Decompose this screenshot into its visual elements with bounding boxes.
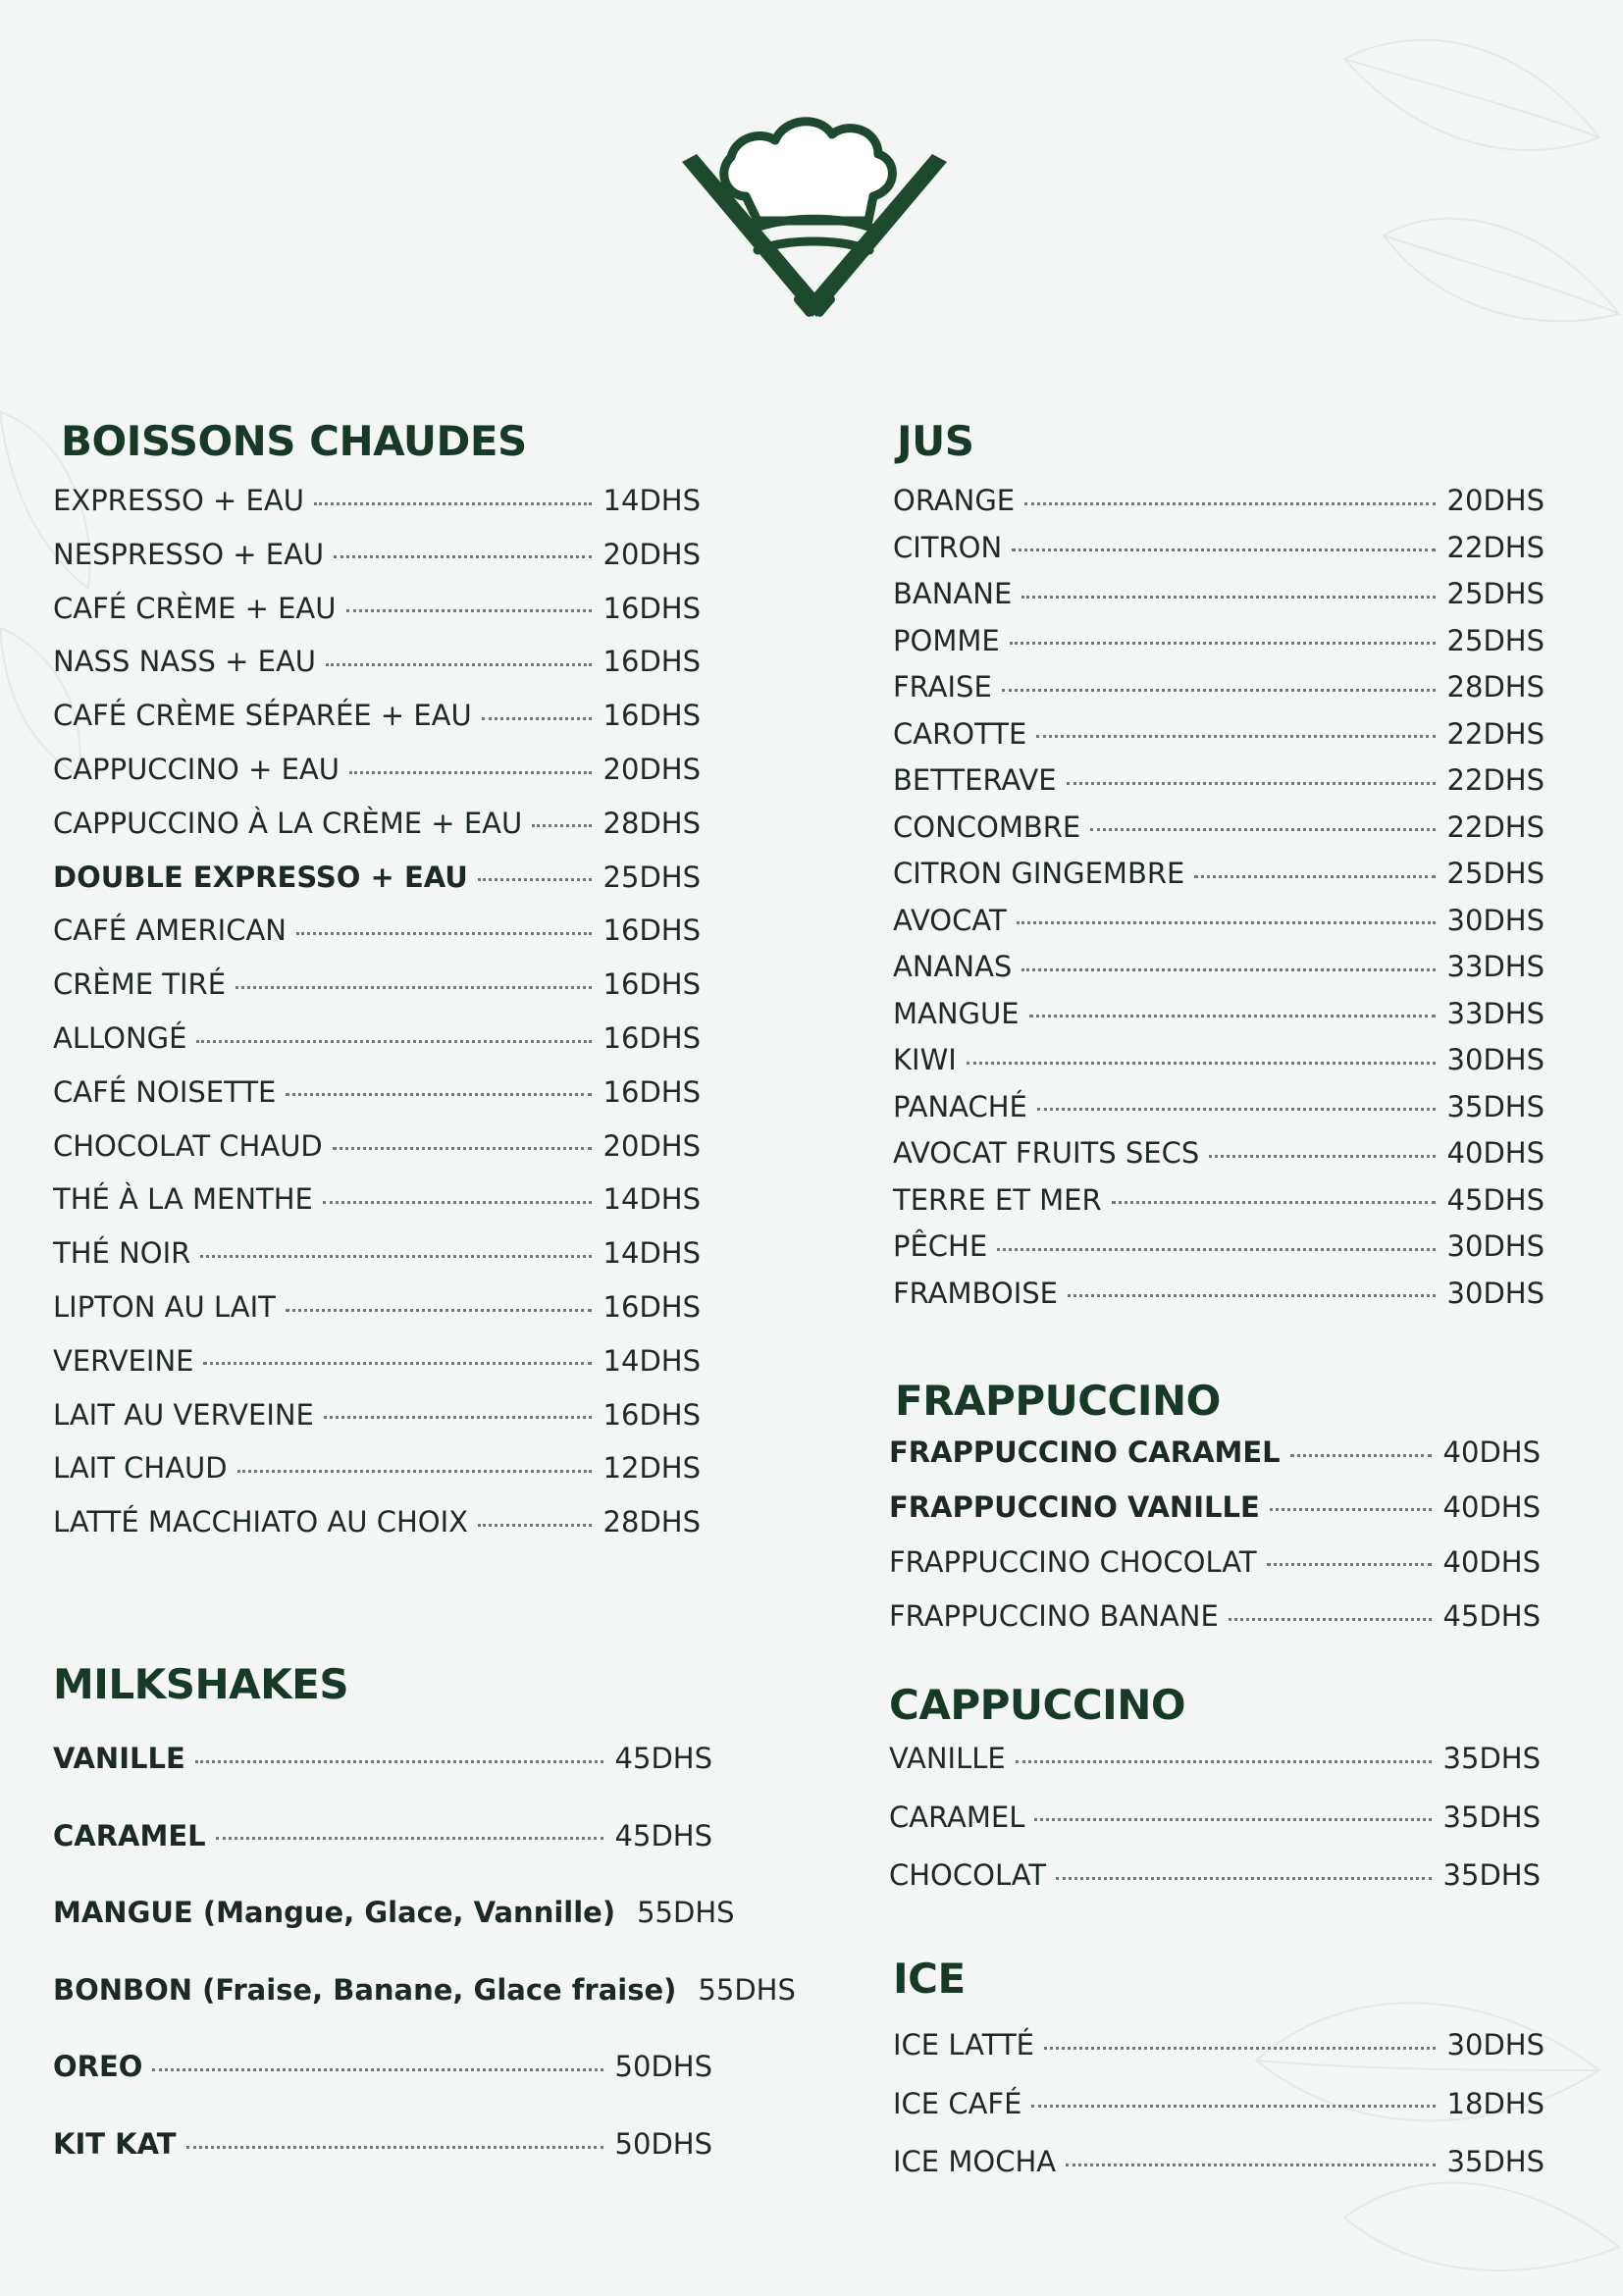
item-price: 14DHS <box>602 484 701 517</box>
dotted-leader <box>195 1760 603 1763</box>
dotted-leader <box>1021 968 1435 971</box>
item-price: 12DHS <box>602 1451 701 1486</box>
dotted-leader <box>1194 875 1435 878</box>
item-name: VANILLE <box>889 1742 1006 1775</box>
menu-item <box>53 696 701 735</box>
item-price: 55DHS <box>698 1972 796 2007</box>
dotted-leader <box>1290 1454 1432 1457</box>
item-price: 20DHS <box>602 1128 701 1163</box>
dotted-leader <box>200 1255 591 1258</box>
item-name: VANILLE <box>53 1742 185 1775</box>
item-name: CARAMEL <box>53 1818 206 1852</box>
section-title-cappuccino: CAPPUCCINO <box>889 1681 1186 1729</box>
dotted-leader <box>1270 1508 1432 1511</box>
item-price: 20DHS <box>602 753 701 786</box>
item-name: CARAMEL <box>889 1800 1025 1834</box>
menu-item <box>53 1395 701 1435</box>
item-price: 14DHS <box>602 1182 701 1217</box>
item-name: LATTÉ MACCHIATO AU CHOIX <box>53 1505 469 1539</box>
menu-item <box>893 808 1544 847</box>
dotted-leader <box>1031 2105 1435 2108</box>
item-price: 50DHS <box>614 2127 712 2161</box>
menu-item <box>53 535 701 574</box>
item-price: 16DHS <box>602 967 701 1002</box>
menu-item <box>53 2047 712 2086</box>
item-price: 16DHS <box>602 591 701 625</box>
item-price: 40DHS <box>1442 1435 1541 1469</box>
dotted-leader <box>186 2146 603 2149</box>
dotted-leader <box>478 878 592 881</box>
item-name: CITRON <box>893 530 1003 564</box>
item-price: 28DHS <box>1446 670 1544 704</box>
item-price: 30DHS <box>1446 1229 1544 1263</box>
menu-item <box>53 1739 712 1778</box>
menu-item <box>53 481 701 520</box>
item-name: CHOCOLAT <box>889 1858 1047 1892</box>
menu-item <box>893 621 1544 660</box>
dotted-leader <box>203 1362 591 1365</box>
dotted-leader <box>196 1040 591 1043</box>
item-name: FRAISE <box>893 670 992 704</box>
menu-item <box>889 1739 1541 1778</box>
chef-hat-crossed-knives-icon <box>677 103 952 343</box>
item-price: 28DHS <box>602 806 701 840</box>
dotted-leader <box>1024 502 1435 505</box>
item-price: 55DHS <box>637 1896 735 1930</box>
dotted-leader <box>1010 642 1436 645</box>
item-name: NESPRESSO + EAU <box>53 537 325 571</box>
dotted-leader <box>1044 2047 1436 2050</box>
item-name: BONBON (Fraise, Banane, Glace fraise) <box>53 1972 677 2007</box>
item-price: 16DHS <box>602 1021 701 1055</box>
dotted-leader <box>1021 596 1435 599</box>
menu-item <box>53 1816 712 1855</box>
item-price: 25DHS <box>1446 577 1544 610</box>
menu-item <box>53 858 701 897</box>
menu-item <box>893 1274 1544 1313</box>
menu-item <box>893 760 1544 800</box>
item-name: CRÈME TIRÉ <box>53 967 227 1002</box>
dotted-leader <box>1016 1760 1432 1763</box>
item-price: 16DHS <box>602 1397 701 1432</box>
menu-item <box>53 1341 701 1381</box>
dotted-leader <box>1067 782 1436 785</box>
menu-item <box>53 1502 701 1541</box>
section-title-boissons-chaudes: BOISSONS CHAUDES <box>61 417 527 465</box>
item-price: 20DHS <box>602 537 701 571</box>
section-title-milkshakes: MILKSHAKES <box>53 1660 349 1708</box>
item-price: 35DHS <box>1446 1089 1544 1123</box>
item-name: MANGUE <box>893 996 1020 1030</box>
item-name: KIT KAT <box>53 2127 177 2161</box>
item-price: 18DHS <box>1446 2086 1544 2120</box>
item-price: 30DHS <box>1446 903 1544 937</box>
menu-item <box>53 2124 712 2164</box>
dotted-leader <box>1056 1877 1431 1880</box>
dotted-leader <box>216 1837 603 1840</box>
item-price: 30DHS <box>1446 2028 1544 2061</box>
item-name: FRAPPUCCINO VANILLE <box>889 1489 1260 1524</box>
item-name: KIWI <box>893 1043 957 1076</box>
section-title-jus: JUS <box>897 417 974 465</box>
item-price: 40DHS <box>1442 1544 1541 1579</box>
item-name: BETTERAVE <box>893 763 1057 797</box>
menu-item <box>889 1798 1541 1837</box>
item-name: CAFÉ AMERICAN <box>53 913 287 948</box>
item-price: 22DHS <box>1446 716 1544 751</box>
item-name: CAROTTE <box>893 716 1027 751</box>
item-name: AVOCAT FRUITS SECS <box>893 1136 1200 1170</box>
item-price: 45DHS <box>1446 1182 1544 1217</box>
item-name: CAFÉ NOISETTE <box>53 1074 277 1109</box>
dotted-leader <box>314 502 592 505</box>
item-name: CAFÉ CRÈME SÉPARÉE + EAU <box>53 699 472 733</box>
menu-item <box>893 481 1544 520</box>
dotted-leader <box>1090 828 1435 831</box>
item-price: 22DHS <box>1446 763 1544 797</box>
menu-item <box>889 1855 1541 1895</box>
menu-item <box>53 804 701 843</box>
item-name: LAIT CHAUD <box>53 1451 228 1486</box>
menu-item <box>893 994 1544 1033</box>
item-price: 40DHS <box>1446 1136 1544 1170</box>
menu-item <box>53 965 701 1004</box>
item-name: ANANAS <box>893 950 1013 983</box>
section-title-frappuccino: FRAPPUCCINO <box>895 1377 1221 1425</box>
menu-item <box>893 947 1544 986</box>
item-price: 40DHS <box>1442 1489 1541 1524</box>
item-price: 22DHS <box>1446 530 1544 564</box>
dotted-leader <box>1017 921 1436 924</box>
item-price: 45DHS <box>614 1818 712 1852</box>
dotted-leader <box>349 771 592 774</box>
dotted-leader <box>326 663 592 666</box>
item-name: LIPTON AU LAIT <box>53 1290 276 1324</box>
item-name: OREO <box>53 2050 143 2084</box>
menu-item <box>53 1179 701 1219</box>
item-name: CHOCOLAT CHAUD <box>53 1128 323 1163</box>
dotted-leader <box>1209 1155 1435 1158</box>
dotted-leader <box>532 824 591 827</box>
item-name: TERRE ET MER <box>893 1182 1102 1217</box>
item-price: 35DHS <box>1442 1858 1541 1892</box>
item-price: 14DHS <box>602 1236 701 1271</box>
item-price: 14DHS <box>602 1343 701 1378</box>
item-name: CAPPUCCINO + EAU <box>53 753 340 786</box>
item-name: FRAPPUCCINO BANANE <box>889 1599 1219 1634</box>
item-price: 16DHS <box>602 699 701 733</box>
item-price: 25DHS <box>602 860 701 894</box>
leaf-decoration <box>1305 0 1623 412</box>
item-name: VERVEINE <box>53 1343 194 1378</box>
menu-item <box>53 1970 796 2009</box>
dotted-leader <box>1037 1108 1436 1111</box>
item-name: THÉ NOIR <box>53 1236 191 1271</box>
menu-item <box>53 589 701 628</box>
item-price: 35DHS <box>1442 1800 1541 1834</box>
menu-item <box>893 574 1544 613</box>
item-name: ICE CAFÉ <box>893 2086 1022 2120</box>
item-price: 28DHS <box>602 1505 701 1539</box>
menu-item <box>893 1133 1544 1173</box>
menu-item <box>889 1487 1541 1527</box>
item-name: ICE LATTÉ <box>893 2028 1034 2061</box>
dotted-leader <box>1267 1563 1432 1566</box>
menu-item <box>893 1226 1544 1266</box>
menu-item <box>893 1087 1544 1126</box>
dotted-leader <box>334 555 591 558</box>
menu-item <box>893 1040 1544 1079</box>
item-price: 30DHS <box>1446 1276 1544 1310</box>
item-price: 16DHS <box>602 645 701 679</box>
dotted-leader <box>967 1062 1436 1065</box>
menu-item <box>53 1233 701 1273</box>
item-name: FRAMBOISE <box>893 1276 1059 1310</box>
menu-item <box>893 854 1544 893</box>
dotted-leader <box>236 986 592 989</box>
item-price: 16DHS <box>602 1290 701 1324</box>
item-name: EXPRESSO + EAU <box>53 484 304 517</box>
menu-item <box>889 1433 1541 1472</box>
item-price: 20DHS <box>1446 484 1544 517</box>
dotted-leader <box>296 932 592 935</box>
menu-item <box>893 2025 1544 2064</box>
dotted-leader <box>324 1416 592 1419</box>
item-name: PANACHÉ <box>893 1089 1027 1123</box>
menu-item <box>53 911 701 950</box>
menu-item <box>893 714 1544 754</box>
item-price: 45DHS <box>614 1742 712 1775</box>
menu-item <box>893 2084 1544 2123</box>
menu-item <box>53 1893 735 1932</box>
item-name: ALLONGÉ <box>53 1021 187 1055</box>
dotted-leader <box>152 2068 602 2071</box>
section-title-ice: ICE <box>893 1955 966 2003</box>
menu-item <box>53 1126 701 1166</box>
item-price: 22DHS <box>1446 809 1544 844</box>
menu-item <box>893 667 1544 706</box>
item-price: 33DHS <box>1446 996 1544 1030</box>
menu-item <box>893 901 1544 940</box>
menu-item <box>53 750 701 789</box>
item-name: FRAPPUCCINO CHOCOLAT <box>889 1544 1257 1579</box>
item-name: CITRON GINGEMBRE <box>893 857 1185 890</box>
item-name: LAIT AU VERVEINE <box>53 1397 314 1432</box>
item-price: 35DHS <box>1446 2145 1544 2178</box>
dotted-leader <box>1112 1201 1436 1204</box>
item-price: 25DHS <box>1446 623 1544 657</box>
menu-item <box>53 1072 701 1112</box>
menu-item <box>889 1596 1541 1636</box>
dotted-leader <box>1029 1015 1436 1018</box>
item-name: FRAPPUCCINO CARAMEL <box>889 1435 1281 1469</box>
item-name: CAPPUCCINO À LA CRÈME + EAU <box>53 806 523 840</box>
item-name: AVOCAT <box>893 903 1007 937</box>
item-price: 25DHS <box>1446 857 1544 890</box>
dotted-leader <box>1229 1618 1432 1621</box>
item-name: THÉ À LA MENTHE <box>53 1182 313 1217</box>
item-price: 30DHS <box>1446 1043 1544 1076</box>
item-price: 35DHS <box>1442 1742 1541 1775</box>
dotted-leader <box>1012 548 1435 551</box>
dotted-leader <box>346 609 592 612</box>
item-price: 50DHS <box>614 2050 712 2084</box>
menu-item <box>53 1018 701 1058</box>
item-name: PÊCHE <box>893 1229 988 1263</box>
menu-item <box>893 2142 1544 2181</box>
dotted-leader <box>333 1147 592 1150</box>
item-name: POMME <box>893 623 1000 657</box>
item-name: ORANGE <box>893 484 1016 517</box>
dotted-leader <box>1068 1294 1436 1297</box>
dotted-leader <box>1034 1818 1431 1821</box>
item-price: 16DHS <box>602 1074 701 1109</box>
menu-item <box>893 528 1544 567</box>
dotted-leader <box>323 1201 592 1204</box>
dotted-leader <box>1036 735 1435 738</box>
dotted-leader <box>482 717 592 720</box>
item-name: DOUBLE EXPRESSO + EAU <box>53 860 468 894</box>
menu-item <box>893 1180 1544 1220</box>
dotted-leader <box>237 1470 592 1473</box>
item-name: MANGUE (Mangue, Glace, Vannille) <box>53 1896 616 1930</box>
dotted-leader <box>1066 2164 1435 2166</box>
item-price: 33DHS <box>1446 950 1544 983</box>
menu-item <box>53 1287 701 1327</box>
item-name: CONCOMBRE <box>893 809 1081 844</box>
menu-item <box>53 1448 701 1487</box>
menu-item <box>53 642 701 681</box>
dotted-leader <box>286 1309 592 1312</box>
menu-item <box>889 1542 1541 1582</box>
item-name: NASS NASS + EAU <box>53 645 317 679</box>
dotted-leader <box>478 1524 592 1527</box>
item-price: 45DHS <box>1442 1599 1541 1634</box>
item-name: ICE MOCHA <box>893 2145 1057 2178</box>
item-name: CAFÉ CRÈME + EAU <box>53 591 337 625</box>
dotted-leader <box>286 1093 591 1096</box>
item-price: 16DHS <box>602 913 701 948</box>
dotted-leader <box>997 1248 1435 1251</box>
item-name: BANANE <box>893 577 1013 610</box>
dotted-leader <box>1002 689 1436 692</box>
